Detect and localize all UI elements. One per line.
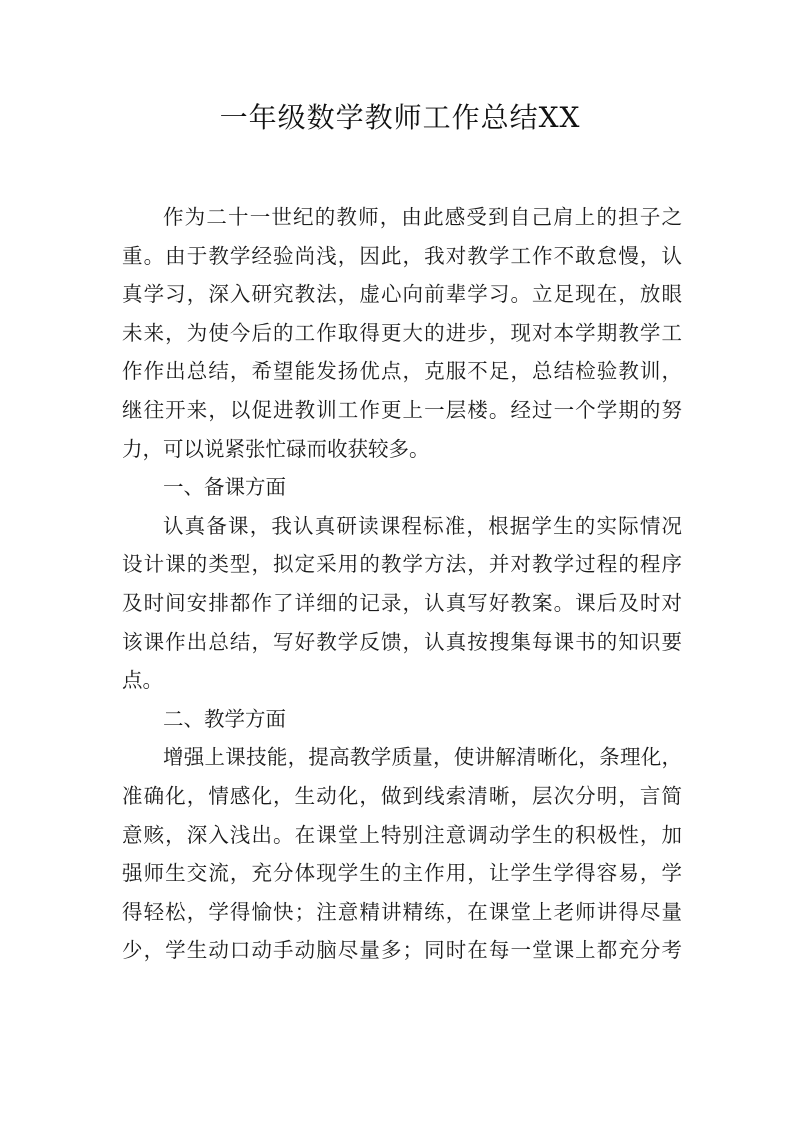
paragraph-line: 设计课的类型，拟定采用的教学方法，并对教学过程的程序 — [122, 552, 682, 577]
paragraph-line: 点。 — [122, 668, 163, 693]
paragraph-line: 重。由于教学经验尚浅，因此，我对教学工作不敢怠慢，认 — [122, 243, 682, 268]
paragraph-line: 增强上课技能，提高教学质量，使讲解清晰化，条理化， — [163, 745, 682, 770]
paragraph-line: 该课作出总结，写好教学反馈，认真按搜集每课书的知识要 — [122, 629, 682, 654]
paragraph-line: 作为二十一世纪的教师，由此感受到自己肩上的担子之 — [163, 205, 682, 229]
document-title: 一年级数学教师工作总结XX — [219, 101, 581, 134]
paragraph-line: 力，可以说紧张忙碌而收获较多。 — [122, 436, 430, 461]
paragraph-line: 少，学生动口动手动脑尽量多；同时在每一堂课上都充分考 — [122, 938, 682, 963]
paragraph-line: 意赅，深入浅出。在课堂上特别注意调动学生的积极性，加 — [122, 822, 682, 847]
section-heading-teaching: 二、教学方面 — [163, 706, 286, 731]
paragraph-line: 作作出总结，希望能发扬优点，克服不足，总结检验教训， — [122, 359, 682, 384]
paragraph-line: 认真备课，我认真研读课程标准，根据学生的实际情况 — [163, 513, 682, 538]
paragraph-line: 继往开来，以促进教训工作更上一层楼。经过一个学期的努 — [122, 397, 682, 422]
paragraph-line: 准确化，情感化，生动化，做到线索清晰，层次分明，言简 — [122, 783, 682, 808]
paragraph-line: 未来，为使今后的工作取得更大的进步，现对本学期教学工 — [122, 320, 682, 345]
section-heading-lesson-prep: 一、备课方面 — [163, 475, 286, 500]
paragraph-line: 真学习，深入研究教法，虚心向前辈学习。立足现在，放眼 — [122, 282, 682, 307]
paragraph-line: 强师生交流，充分体现学生的主作用，让学生学得容易，学 — [122, 861, 682, 886]
document-body — [122, 198, 682, 970]
paragraph-line: 及时间安排都作了详细的记录，认真写好教案。课后及时对 — [122, 590, 682, 615]
paragraph-line: 得轻松，学得愉快；注意精讲精练，在课堂上老师讲得尽量 — [122, 899, 682, 924]
